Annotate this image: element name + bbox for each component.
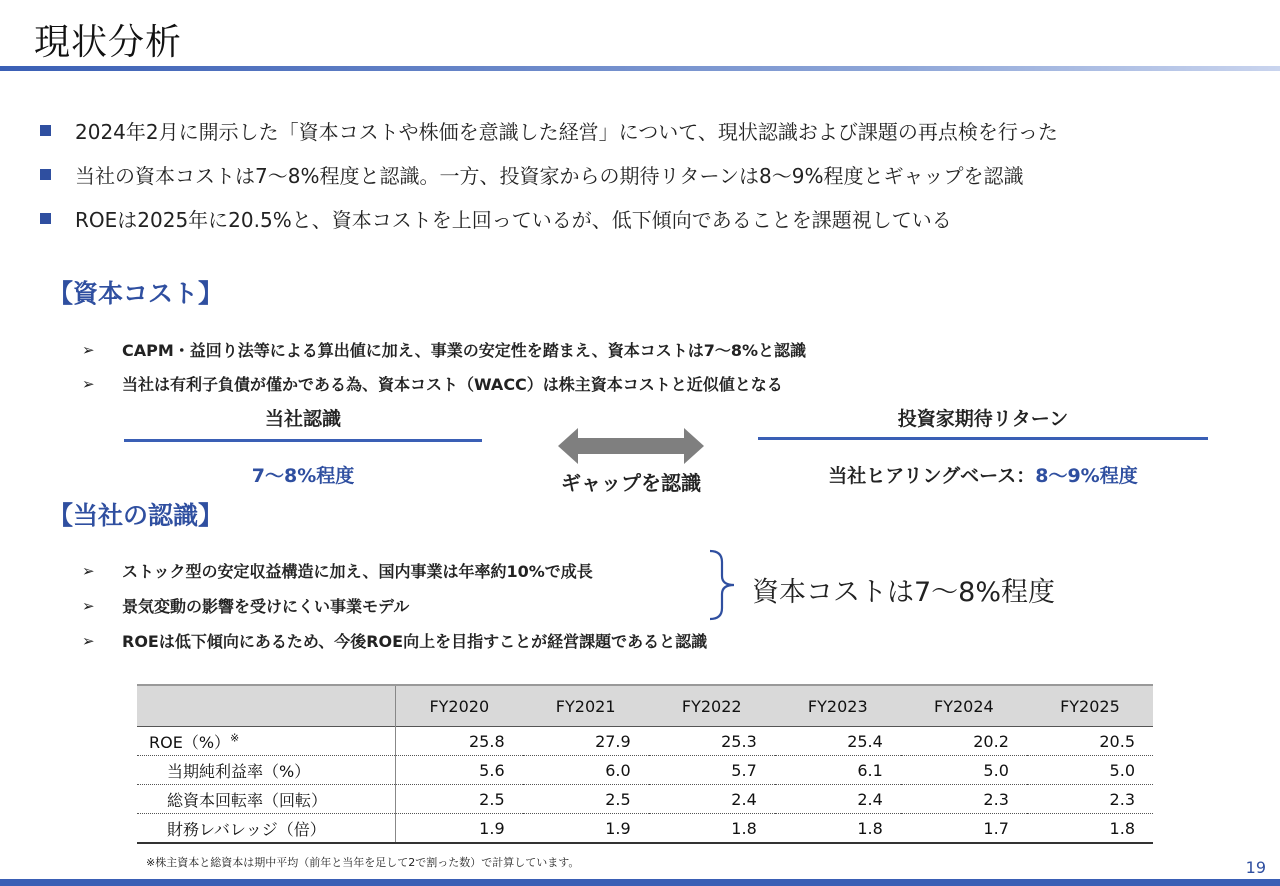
table-cell: 25.4 bbox=[775, 727, 901, 756]
table-cell: 1.8 bbox=[775, 814, 901, 844]
company-recognition-point bbox=[82, 629, 707, 652]
table-cell: 5.7 bbox=[649, 756, 775, 785]
company-recognition-point-text: ストック型の安定収益構造に加え、国内事業は年率約10%で成長 bbox=[122, 562, 593, 581]
table-header-cell: FY2021 bbox=[523, 685, 649, 727]
capital-cost-heading: 【資本コスト】 bbox=[48, 279, 224, 308]
summary-bullet bbox=[40, 196, 1058, 240]
bottom-bar bbox=[0, 879, 1280, 886]
company-recognition-point-text: 景気変動の影響を受けにくい事業モデル bbox=[122, 597, 410, 616]
company-view-label: 当社認識 bbox=[264, 408, 341, 430]
company-recognition-point bbox=[82, 559, 593, 582]
arrowhead-bullet-icon: ➢ bbox=[82, 340, 95, 359]
capital-cost-point bbox=[82, 338, 806, 361]
page-title: 現状分析 bbox=[34, 22, 183, 63]
row-label bbox=[137, 727, 396, 756]
table-cell: 5.6 bbox=[396, 756, 523, 785]
table-cell: 2.5 bbox=[396, 785, 523, 814]
right-brace-icon bbox=[706, 548, 740, 622]
table-row bbox=[137, 814, 1153, 844]
summary-bullets bbox=[40, 108, 1058, 240]
company-recognition-point-text: ROEは低下傾向にあるため、今後ROE向上を目指すことが経営課題であると認識 bbox=[122, 632, 708, 651]
gap-label: ギャップを認識 bbox=[561, 471, 701, 495]
table-cell: 2.5 bbox=[523, 785, 649, 814]
table-cell: 25.3 bbox=[649, 727, 775, 756]
roe-table bbox=[137, 684, 1153, 844]
capital-cost-point-text: CAPM・益回り法等による算出値に加え、事業の安定性を踏まえ、資本コストは7～8%と認識 bbox=[122, 341, 806, 360]
table-cell: 1.9 bbox=[396, 814, 523, 844]
square-bullet-icon bbox=[40, 213, 51, 224]
table-cell: 2.3 bbox=[1027, 785, 1153, 814]
investor-return-prefix: 当社ヒアリングベース： bbox=[828, 465, 1036, 487]
investor-return-label: 投資家期待リターン bbox=[897, 408, 1069, 430]
row-note-mark: ※ bbox=[230, 731, 240, 745]
company-view-value: 7～8%程度 bbox=[251, 465, 355, 487]
arrowhead-bullet-icon: ➢ bbox=[82, 561, 95, 580]
company-recognition-point bbox=[82, 594, 409, 617]
row-label-text: ROE（%） bbox=[149, 732, 231, 752]
investor-return-rule bbox=[758, 437, 1208, 440]
table-cell: 5.0 bbox=[1027, 756, 1153, 785]
summary-bullet-text: ROEは2025年に20.5%と、資本コストを上回っているが、低下傾向であることを課題視している bbox=[75, 207, 952, 232]
table-header-blank bbox=[137, 685, 396, 727]
company-view-rule bbox=[124, 439, 482, 442]
table-cell: 6.1 bbox=[775, 756, 901, 785]
investor-return-value-line bbox=[758, 461, 1208, 488]
table-header-cell: FY2022 bbox=[649, 685, 775, 727]
capital-cost-point bbox=[82, 372, 783, 395]
company-recognition-heading: 【当社の認識】 bbox=[48, 501, 224, 530]
table-cell: 2.4 bbox=[649, 785, 775, 814]
table-cell: 6.0 bbox=[523, 756, 649, 785]
table-row bbox=[137, 785, 1153, 814]
row-label: 当期純利益率（%） bbox=[137, 756, 396, 785]
table-header-cell: FY2020 bbox=[396, 685, 523, 727]
summary-bullet bbox=[40, 152, 1058, 196]
table-row bbox=[137, 727, 1153, 756]
table-footnote: ※株主資本と総資本は期中平均（前年と当年を足して2で割った数）で計算しています。 bbox=[146, 856, 580, 869]
table-row bbox=[137, 756, 1153, 785]
table-cell: 1.9 bbox=[523, 814, 649, 844]
table-cell: 1.7 bbox=[901, 814, 1027, 844]
table-header-cell: FY2024 bbox=[901, 685, 1027, 727]
square-bullet-icon bbox=[40, 169, 51, 180]
brace-conclusion-text: 資本コストは7～8%程度 bbox=[752, 577, 1056, 608]
arrowhead-bullet-icon: ➢ bbox=[82, 374, 95, 393]
table-header-cell: FY2023 bbox=[775, 685, 901, 727]
table-cell: 20.5 bbox=[1027, 727, 1153, 756]
table-header-cell: FY2025 bbox=[1027, 685, 1153, 727]
page-number: 19 bbox=[1245, 858, 1266, 877]
row-label: 総資本回転率（回転） bbox=[137, 785, 396, 814]
summary-bullet-text: 2024年2月に開示した「資本コストや株価を意識した経営」について、現状認識および課題の再点検を行った bbox=[75, 119, 1058, 144]
capital-cost-point-text: 当社は有利子負債が僅かである為、資本コスト（WACC）は株主資本コストと近似値となる bbox=[122, 375, 783, 394]
table-header-row bbox=[137, 685, 1153, 727]
table-cell: 1.8 bbox=[649, 814, 775, 844]
table-cell: 2.4 bbox=[775, 785, 901, 814]
table-cell: 27.9 bbox=[523, 727, 649, 756]
title-rule bbox=[0, 66, 1280, 71]
double-arrow-icon bbox=[558, 428, 704, 464]
table-cell: 2.3 bbox=[901, 785, 1027, 814]
square-bullet-icon bbox=[40, 125, 51, 136]
arrowhead-bullet-icon: ➢ bbox=[82, 631, 95, 650]
table-cell: 25.8 bbox=[396, 727, 523, 756]
table-cell: 5.0 bbox=[901, 756, 1027, 785]
row-label: 財務レバレッジ（倍） bbox=[137, 814, 396, 844]
summary-bullet bbox=[40, 108, 1058, 152]
summary-bullet-text: 当社の資本コストは7～8%程度と認識。一方、投資家からの期待リターンは8～9%程度とギャップを認識 bbox=[75, 163, 1024, 188]
arrowhead-bullet-icon: ➢ bbox=[82, 596, 95, 615]
table-cell: 1.8 bbox=[1027, 814, 1153, 844]
investor-return-value: 8～9%程度 bbox=[1035, 465, 1138, 487]
table-cell: 20.2 bbox=[901, 727, 1027, 756]
